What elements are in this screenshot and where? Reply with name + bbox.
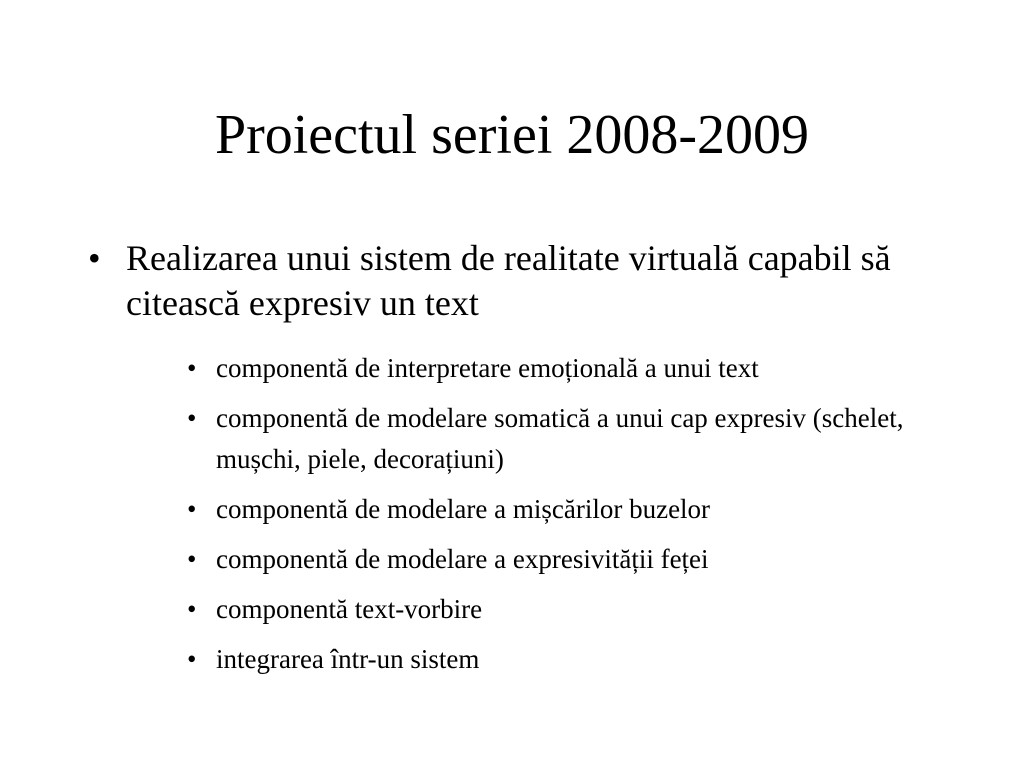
bullet-icon: • [187, 403, 197, 433]
sub-bullet-list [187, 348, 947, 689]
bullet-icon: • [88, 238, 101, 278]
bullet-icon: • [187, 594, 197, 624]
bullet-icon: • [187, 353, 197, 383]
bullet-icon: • [187, 644, 197, 674]
sub-bullet-item [187, 639, 947, 680]
sub-bullet-item [187, 489, 947, 530]
sub-bullet-item [187, 589, 947, 630]
main-bullet-text: Realizarea unui sistem de realitate virtuală capabil să citească expresiv un text [126, 238, 891, 323]
sub-bullet-text: componentă de modelare somatică a unui cap expresiv (schelet, mușchi, piele, decorațiuni) [216, 403, 904, 474]
sub-bullet-text: componentă de interpretare emoțională a unui text [216, 353, 759, 383]
main-bullet-item [88, 236, 948, 326]
sub-bullet-item [187, 398, 947, 480]
sub-bullet-item [187, 539, 947, 580]
slide-title: Proiectul seriei 2008-2009 [214, 104, 810, 166]
bullet-icon: • [187, 544, 197, 574]
sub-bullet-text: componentă text-vorbire [216, 594, 483, 624]
sub-bullet-text: componentă de modelare a expresivității feței [216, 544, 709, 574]
bullet-icon: • [187, 494, 197, 524]
sub-bullet-item [187, 348, 947, 389]
sub-bullet-text: integrarea într-un sistem [216, 644, 480, 674]
sub-bullet-text: componentă de modelare a mișcărilor buzelor [216, 494, 711, 524]
